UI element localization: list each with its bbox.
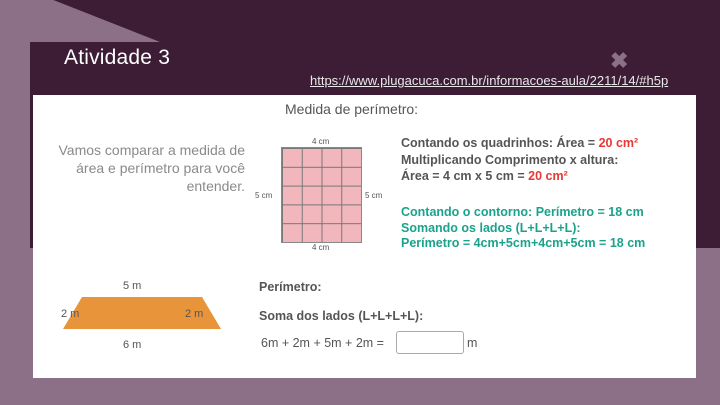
area-formula-line: [401, 169, 568, 183]
top-decor-shape: [30, 0, 160, 42]
perimeter-formula-line: Perímetro = 4cm+5cm+4cm+5cm = 18 cm: [401, 236, 646, 250]
panel-heading: Medida de perímetro:: [285, 101, 419, 117]
area-multiply-line: Multiplicando Comprimento x altura:: [401, 153, 619, 167]
left-decor-band: [0, 0, 30, 405]
exercise-heading: Perímetro:: [259, 280, 322, 294]
grid-right-label: 5 cm: [365, 191, 383, 200]
trapezoid-left-label: 2 m: [61, 308, 80, 320]
trapezoid-top-label: 5 m: [123, 280, 142, 292]
intro-text: Vamos comparar a medida de área e perímetro para você entender.: [58, 142, 245, 194]
perimeter-sum-line: Somando os lados (L+L+L+L):: [401, 221, 581, 235]
slide-title: Atividade 3: [64, 46, 171, 69]
area-formula-value: 20 cm²: [528, 169, 568, 183]
answer-unit: m: [467, 336, 478, 350]
grid-left-label: 5 cm: [255, 191, 273, 200]
area-count-text: Contando os quadrinhos: Área =: [401, 136, 599, 150]
answer-input[interactable]: [396, 331, 464, 354]
area-grid: [281, 147, 362, 243]
exercise-subheading: Soma dos lados (L+L+L+L):: [259, 309, 424, 323]
perimeter-count-line: Contando o contorno: Perímetro = 18 cm: [401, 205, 644, 219]
activity-panel: [33, 95, 696, 378]
x-mark-icon: ✖: [610, 48, 629, 73]
grid-bottom-label: 4 cm: [312, 243, 330, 252]
exercise-equation: 6m + 2m + 5m + 2m =: [261, 336, 384, 350]
trapezoid-bottom-label: 6 m: [123, 339, 142, 351]
activity-link[interactable]: https://www.plugacuca.com.br/informacoes-aula/2211/14/#h5p: [310, 73, 669, 88]
area-formula-text: Área = 4 cm x 5 cm =: [401, 169, 529, 183]
trapezoid-right-label: 2 m: [185, 308, 204, 320]
grid-top-label: 4 cm: [312, 137, 330, 146]
area-count-value: 20 cm²: [598, 136, 639, 150]
area-count-line: [401, 136, 638, 150]
